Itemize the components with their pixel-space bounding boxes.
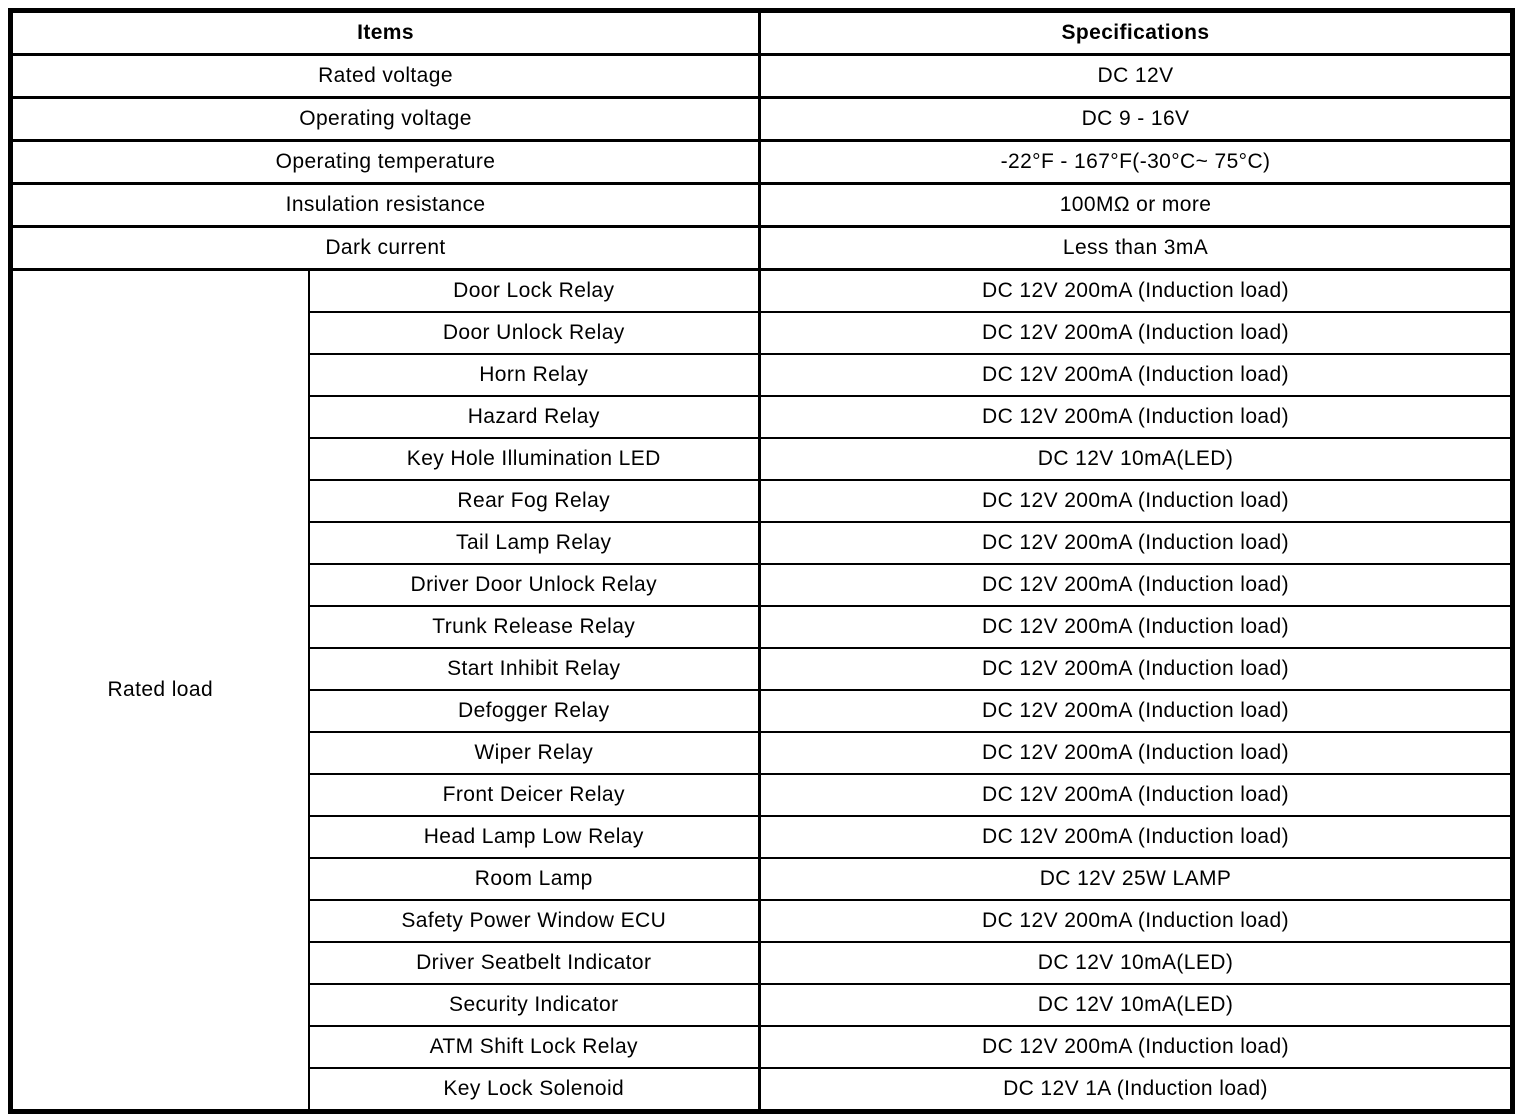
spec-cell: DC 12V 200mA (Induction load) — [760, 312, 1513, 354]
spec-cell: DC 12V 25W LAMP — [760, 858, 1513, 900]
subitem-cell: Door Unlock Relay — [309, 312, 760, 354]
subitem-cell: Driver Door Unlock Relay — [309, 564, 760, 606]
subitem-cell: Defogger Relay — [309, 690, 760, 732]
table-row — [11, 184, 1513, 227]
table-row — [11, 270, 1513, 313]
table-row — [11, 55, 1513, 98]
item-cell: Insulation resistance — [11, 184, 760, 227]
spec-cell: DC 12V 10mA(LED) — [760, 984, 1513, 1026]
subitem-cell: Rear Fog Relay — [309, 480, 760, 522]
specifications-table — [8, 8, 1515, 1114]
subitem-cell: Head Lamp Low Relay — [309, 816, 760, 858]
subitem-cell: Hazard Relay — [309, 396, 760, 438]
specifications-column-header: Specifications — [760, 11, 1513, 55]
spec-cell: DC 12V — [760, 55, 1513, 98]
spec-cell: DC 12V 10mA(LED) — [760, 942, 1513, 984]
spec-cell: DC 12V 200mA (Induction load) — [760, 480, 1513, 522]
subitem-cell: Start Inhibit Relay — [309, 648, 760, 690]
spec-cell: DC 12V 200mA (Induction load) — [760, 270, 1513, 313]
subitem-cell: Key Hole Illumination LED — [309, 438, 760, 480]
spec-cell: 100MΩ or more — [760, 184, 1513, 227]
item-cell: Dark current — [11, 227, 760, 270]
spec-cell: DC 12V 200mA (Induction load) — [760, 522, 1513, 564]
item-cell: Rated voltage — [11, 55, 760, 98]
subitem-cell: Safety Power Window ECU — [309, 900, 760, 942]
spec-cell: DC 12V 200mA (Induction load) — [760, 774, 1513, 816]
spec-cell: DC 9 - 16V — [760, 98, 1513, 141]
items-column-header: Items — [11, 11, 760, 55]
item-cell: Operating temperature — [11, 141, 760, 184]
spec-cell: DC 12V 200mA (Induction load) — [760, 1026, 1513, 1068]
spec-cell: -22°F - 167°F(-30°C~ 75°C) — [760, 141, 1513, 184]
subitem-cell: Security Indicator — [309, 984, 760, 1026]
spec-cell: Less than 3mA — [760, 227, 1513, 270]
spec-cell: DC 12V 200mA (Induction load) — [760, 732, 1513, 774]
subitem-cell: ATM Shift Lock Relay — [309, 1026, 760, 1068]
spec-cell: DC 12V 200mA (Induction load) — [760, 606, 1513, 648]
spec-cell: DC 12V 200mA (Induction load) — [760, 396, 1513, 438]
spec-cell: DC 12V 10mA(LED) — [760, 438, 1513, 480]
subitem-cell: Tail Lamp Relay — [309, 522, 760, 564]
rated-load-group-label: Rated load — [11, 270, 309, 1112]
spec-cell: DC 12V 1A (Induction load) — [760, 1068, 1513, 1112]
spec-cell: DC 12V 200mA (Induction load) — [760, 564, 1513, 606]
header-row — [11, 11, 1513, 55]
subitem-cell: Room Lamp — [309, 858, 760, 900]
spec-cell: DC 12V 200mA (Induction load) — [760, 900, 1513, 942]
spec-cell: DC 12V 200mA (Induction load) — [760, 648, 1513, 690]
table-row — [11, 141, 1513, 184]
table-row — [11, 227, 1513, 270]
subitem-cell: Trunk Release Relay — [309, 606, 760, 648]
item-cell: Operating voltage — [11, 98, 760, 141]
table-row — [11, 98, 1513, 141]
spec-cell: DC 12V 200mA (Induction load) — [760, 690, 1513, 732]
subitem-cell: Key Lock Solenoid — [309, 1068, 760, 1112]
subitem-cell: Wiper Relay — [309, 732, 760, 774]
spec-cell: DC 12V 200mA (Induction load) — [760, 354, 1513, 396]
spec-cell: DC 12V 200mA (Induction load) — [760, 816, 1513, 858]
subitem-cell: Door Lock Relay — [309, 270, 760, 313]
subitem-cell: Horn Relay — [309, 354, 760, 396]
subitem-cell: Front Deicer Relay — [309, 774, 760, 816]
subitem-cell: Driver Seatbelt Indicator — [309, 942, 760, 984]
